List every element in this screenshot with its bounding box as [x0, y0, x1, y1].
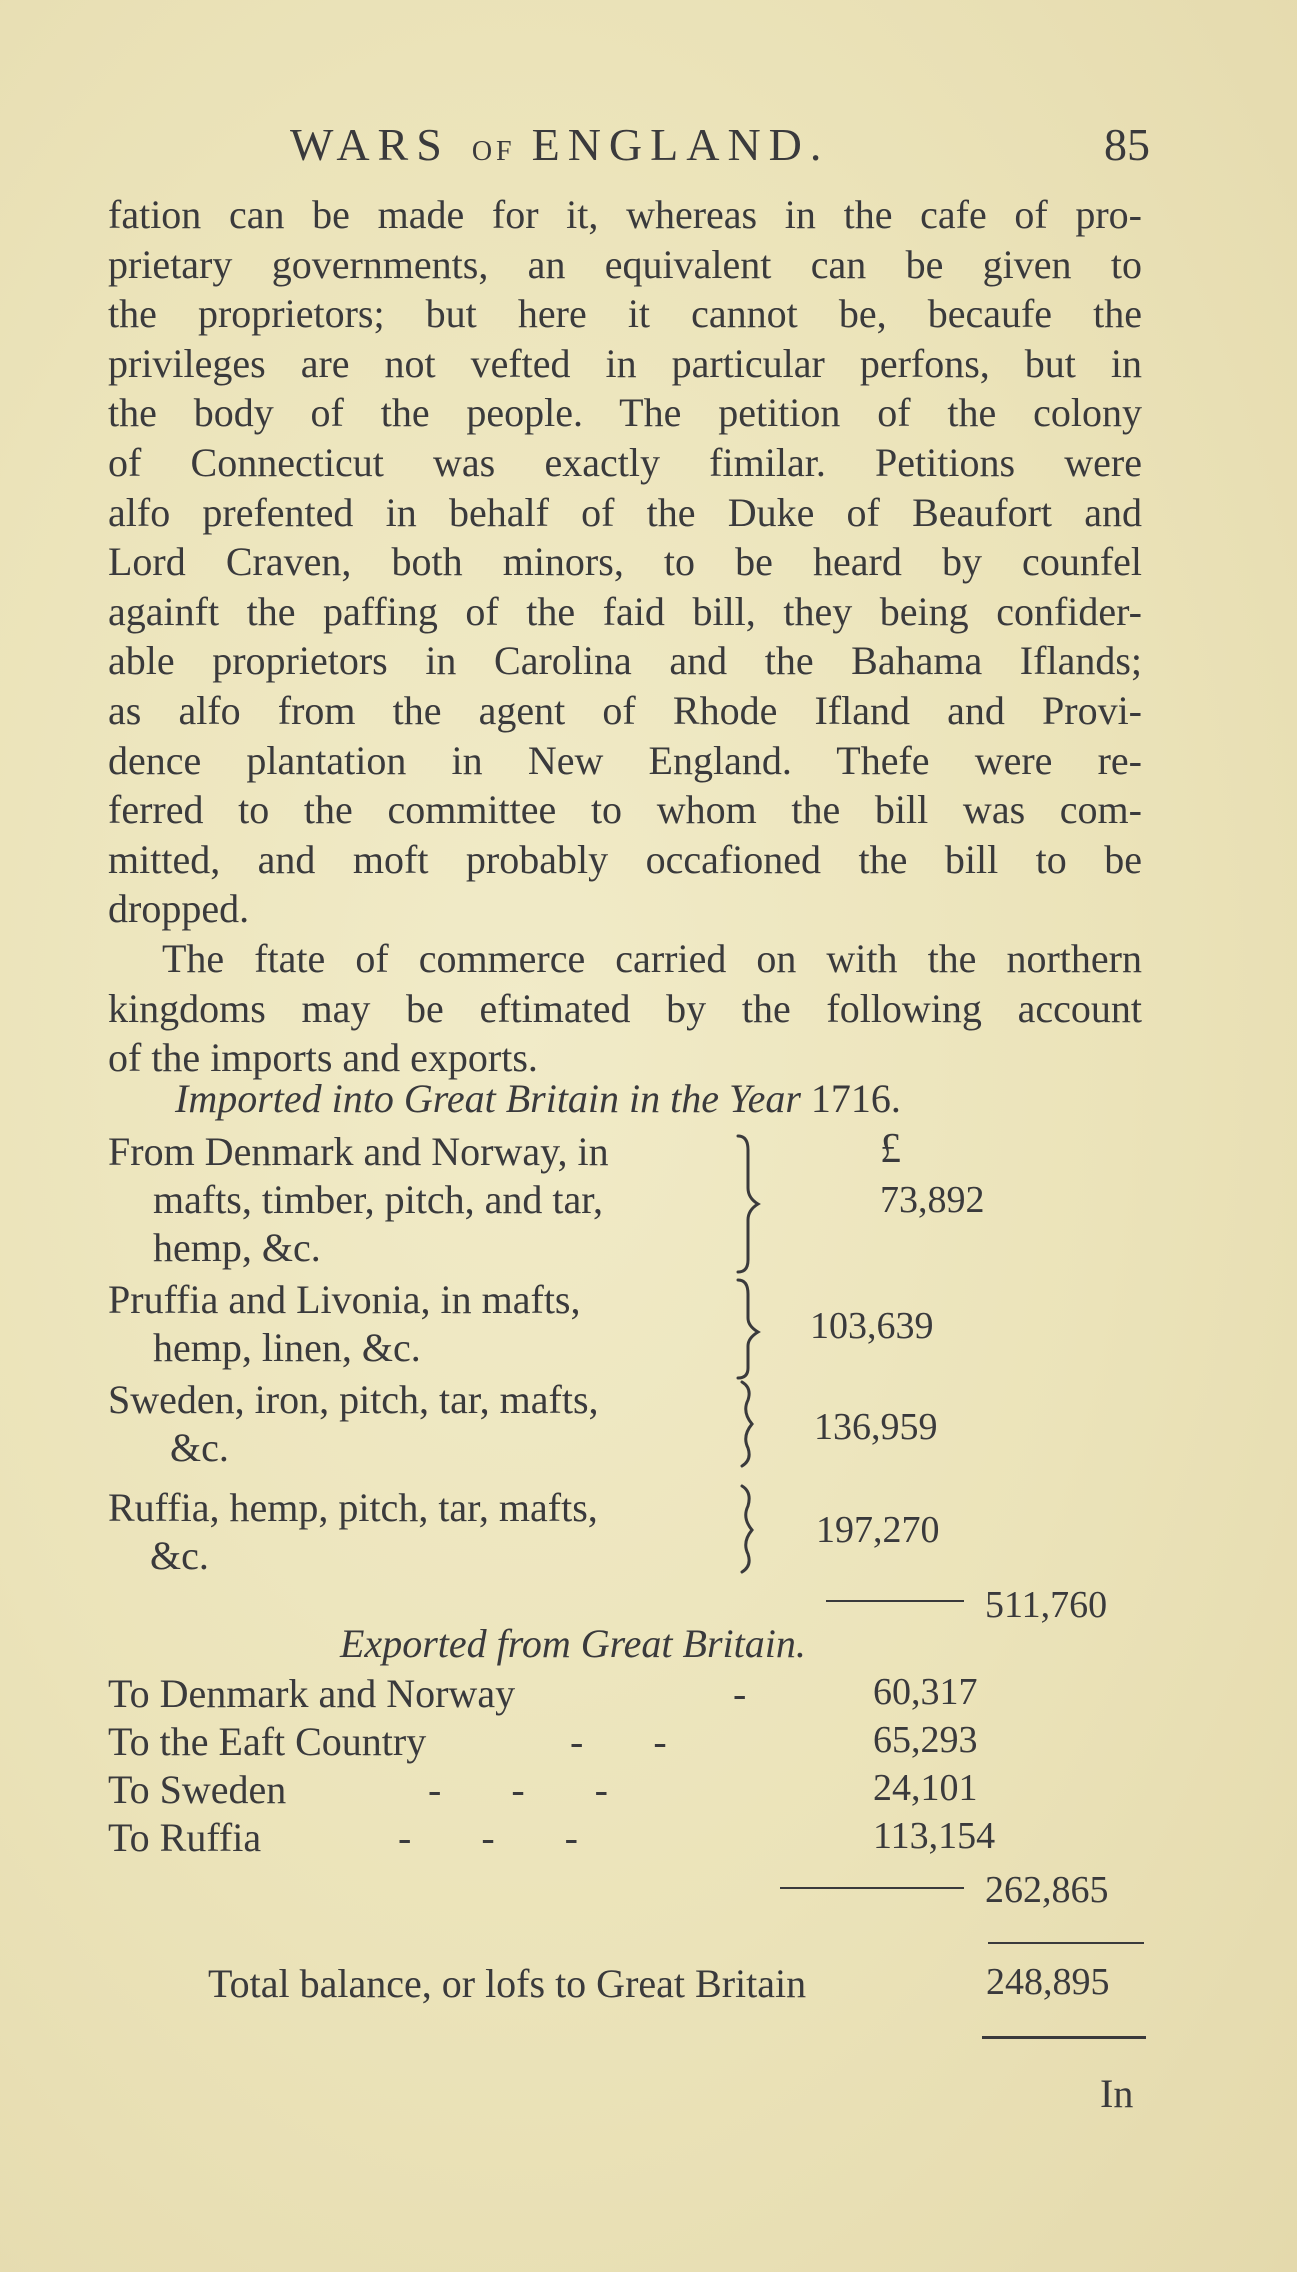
body-line: of Connecticut was exactly fimilar. Petitions were — [108, 439, 1142, 485]
balance-value: 248,895 — [986, 1961, 1110, 2003]
export-row — [108, 1766, 988, 1814]
export-row — [108, 1670, 988, 1718]
import-row-line: From Denmark and Norway, in — [108, 1129, 609, 1174]
import-value: 136,959 — [814, 1406, 938, 1448]
brace-shape — [742, 1486, 752, 1572]
subtotal-rule — [780, 1887, 964, 1889]
body-line: alfo prefented in behalf of the Duke of Beaufort and — [108, 489, 1142, 535]
header-title-part2: ENGLAND. — [531, 119, 830, 170]
imports-title-text: Imported into Great Britain in the Year — [175, 1076, 801, 1121]
import-row-line: hemp, &c. — [153, 1225, 321, 1270]
import-row-line: hemp, linen, &c. — [153, 1325, 421, 1370]
total-rule — [988, 1942, 1144, 1944]
catchword: In — [1100, 2071, 1134, 2116]
currency-symbol: £ — [880, 1126, 901, 1172]
subtotal-rule — [826, 1600, 964, 1602]
import-value: 103,639 — [810, 1305, 934, 1347]
imports-year: 1716. — [810, 1076, 901, 1121]
export-leader: - - - — [428, 1767, 608, 1812]
imports-title — [175, 1075, 1115, 1122]
import-row-line: &c. — [170, 1425, 229, 1470]
brace-shape — [738, 1136, 758, 1272]
page-number: 85 — [1104, 119, 1150, 170]
import-row-line: mafts, timber, pitch, and tar, — [153, 1177, 603, 1222]
exports-total: 262,865 — [985, 1869, 1109, 1911]
body-line: dence plantation in New England. Thefe were re- — [108, 737, 1142, 783]
export-row — [108, 1814, 996, 1862]
export-leader: - - - — [398, 1815, 578, 1860]
import-row-line: &c. — [150, 1533, 209, 1578]
body-line: dropped. — [108, 886, 250, 932]
export-destination: To Sweden — [108, 1767, 287, 1812]
export-leader: - - — [570, 1719, 667, 1764]
import-row-line: Sweden, iron, pitch, tar, mafts, — [108, 1377, 599, 1422]
double-rule — [982, 2036, 1146, 2039]
import-row-line: Ruffia, hemp, pitch, tar, mafts, — [108, 1485, 598, 1530]
body-line: prietary governments, an equivalent can be given to — [108, 241, 1142, 287]
body-line: as alfo from the agent of Rhode Ifland and Provi- — [108, 687, 1142, 733]
header-title-of: OF — [471, 136, 516, 167]
export-row — [108, 1718, 988, 1766]
import-row-line: Pruffia and Livonia, in mafts, — [108, 1277, 581, 1322]
body-line: mitted, and moft probably occafioned the bill to be — [108, 836, 1142, 882]
export-value: 24,101 — [873, 1767, 978, 1809]
body-line: fation can be made for it, whereas in the cafe of pro- — [108, 192, 1142, 237]
imports-total: 511,760 — [985, 1584, 1108, 1626]
body-line: The ftate of commerce carried on with the northern — [162, 935, 1142, 981]
exports-title: Exported from Great Britain. — [340, 1621, 806, 1666]
header-title — [290, 118, 829, 171]
body-line: privileges are not vefted in particular perfons, but in — [108, 340, 1142, 386]
export-destination: To the Eaft Country — [108, 1719, 427, 1764]
body-line: Lord Craven, both minors, to be heard by counfel — [108, 539, 1142, 585]
import-braces — [730, 1130, 770, 1590]
body-line: the proprietors; but here it cannot be, becaufe the — [108, 291, 1142, 337]
body-paragraphs — [108, 190, 1142, 1083]
export-destination: To Denmark and Norway — [108, 1671, 516, 1716]
body-line: the body of the people. The petition of the colony — [108, 390, 1142, 436]
body-line: ferred to the committee to whom the bill was com- — [108, 787, 1142, 833]
body-line: of the imports and exports. — [108, 1035, 538, 1081]
brace-shape — [738, 1280, 758, 1378]
export-leader: - — [733, 1671, 747, 1716]
balance-label: Total balance, or lofs to Great Britain — [208, 1961, 807, 2006]
body-line: kingdoms may be eftimated by the following account — [108, 985, 1142, 1031]
export-value: 65,293 — [873, 1719, 978, 1761]
body-line: able proprietors in Carolina and the Bahama Iflands; — [108, 638, 1142, 684]
brace-shape — [742, 1382, 752, 1466]
header-title-part1: WARS — [290, 119, 450, 170]
export-value: 113,154 — [873, 1815, 996, 1857]
export-value: 60,317 — [873, 1671, 978, 1713]
import-value: 73,892 — [880, 1179, 985, 1221]
import-value: 197,270 — [816, 1509, 940, 1551]
body-line: againft the paffing of the faid bill, they being confider- — [108, 588, 1142, 634]
running-header — [290, 118, 1150, 188]
export-destination: To Ruffia — [108, 1815, 262, 1860]
